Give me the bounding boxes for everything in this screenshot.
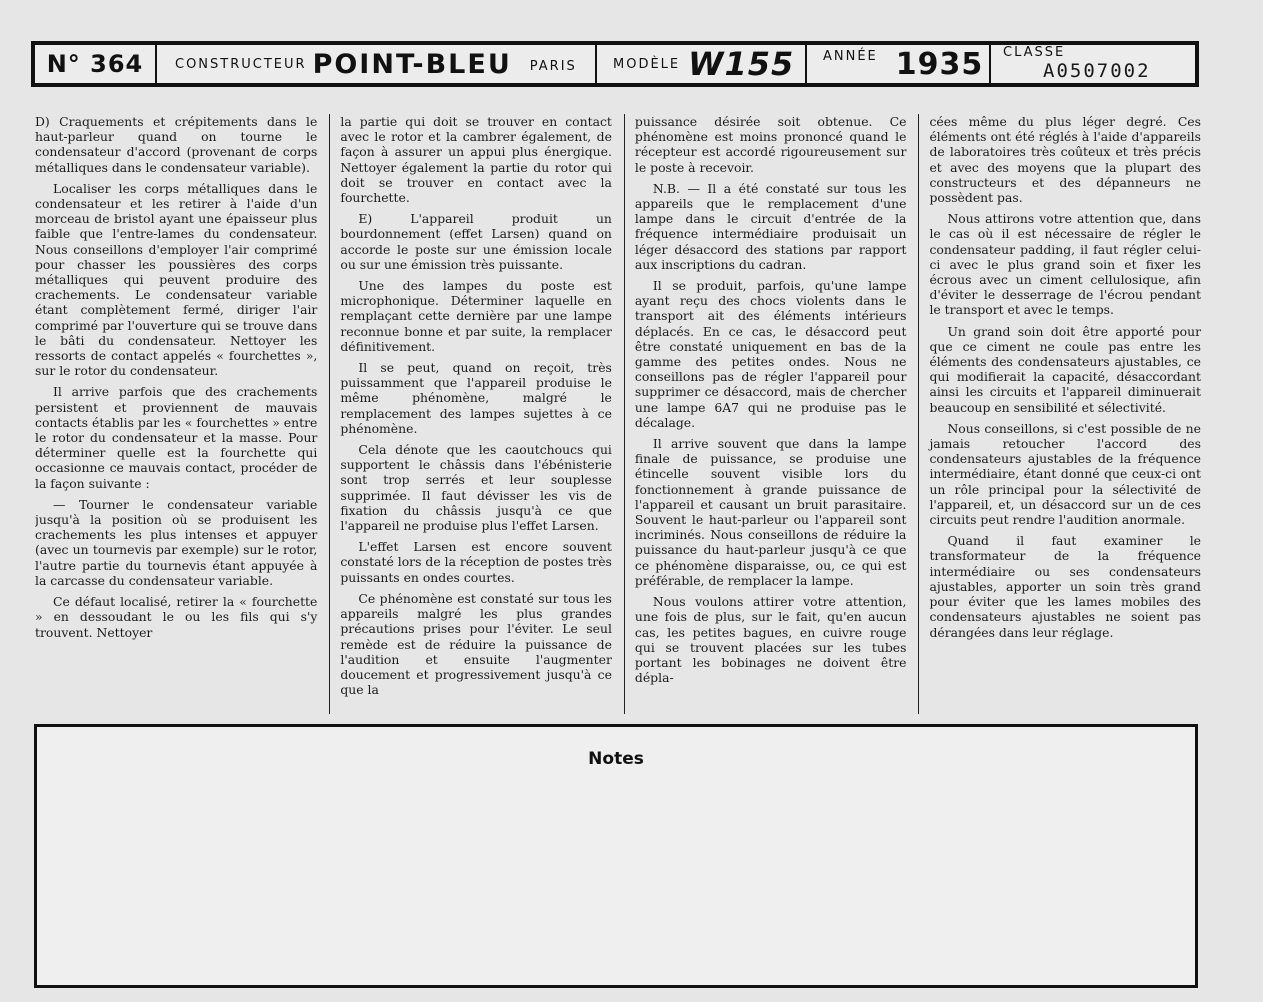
paragraph: L'effet Larsen est encore souvent constaté lors de la réception de postes très puissants en ondes courtes. <box>340 539 612 585</box>
paragraph: E) L'appareil produit un bourdonnement (effet Larsen) quand on accorde le poste sur une émission locale ou sur une émission très puissante. <box>340 211 612 272</box>
year-cell <box>807 45 991 83</box>
notes-title: Notes <box>588 749 644 769</box>
paragraph: Une des lampes du poste est microphonique. Déterminer laquelle en remplaçant cette dernière par une lampe reconnue bonne et par suite, la remplacer définitivement. <box>340 278 612 354</box>
paragraph: D) Craquements et crépitements dans le haut-parleur quand on tourne le condensateur d'accord (provenant de corps métalliques dans le condensateur variable). <box>35 114 318 175</box>
paragraph: Quand il faut examiner le transformateur de la fréquence intermédiaire ou ses condensateurs ajustables, apporter un soin très grand pour éviter que les lames mobiles des condensateurs ajustables ne soient pas dérangées dans leur réglage. <box>929 533 1201 640</box>
paragraph: Ce phénomène est constaté sur tous les appareils malgré les plus grandes précautions prises pour l'éviter. Le seul remède est de réduire la puissance de l'audition et ensuite l'augmenter doucement et progressivement jusqu'à ce que la <box>340 590 612 698</box>
header-bar <box>31 41 1199 87</box>
class-label: CLASSE <box>1003 45 1066 60</box>
constructor-cell <box>157 45 597 83</box>
paragraph: Il arrive souvent que dans la lampe finale de puissance, se produise une étincelle souvent visible lors du fonctionnement à grande puissance de l'appareil et causant un bruit parasitaire. Souvent le haut-parleur ou l'appareil sont incriminés. Nous conseillons de réduire la puissance du haut-parleur jusqu'à ce que ce phénomène disparaisse, ou, ce qui est préférable, de remplacer la lampe. <box>634 436 907 588</box>
model-value: W155 <box>688 45 795 83</box>
class-code: A0507002 <box>1043 60 1151 82</box>
column-2 <box>329 114 624 714</box>
model-cell <box>597 45 807 83</box>
constructor-label: CONSTRUCTEUR <box>175 56 307 72</box>
paragraph: Localiser les corps métalliques dans le condensateur et les retirer à l'aide d'un morceau de bristol ayant une épaisseur plus faible que l'entre-lames du condensateur. Nous conseillons d'employer l'air comprimé pour chasser les poussières des corps métalliques qui peuvent produire des crachements. Le condensateur variable étant complètement fermé, diriger l'air comprimé par l'ouverture qui se trouve dans le bâti du condensateur. Nettoyer les ressorts de contact appelés « fourchettes », sur le rotor du condensateur. <box>35 180 318 379</box>
notes-box <box>34 724 1198 988</box>
year-label: ANNÉE <box>823 49 878 64</box>
paragraph: Il se produit, parfois, qu'une lampe ayant reçu des chocs violents dans le transport ait des éléments intérieurs déplacés. En ce cas, le désaccord peut être constaté uniquement en bas de la gamme des petites ondes. Nous ne conseillons pas de régler l'appareil pour supprimer ce désaccord, mais de chercher une lampe 6A7 qui ne produise pas le décalage. <box>634 278 907 430</box>
paragraph: puissance désirée soit obtenue. Ce phénomène est moins prononcé quand le récepteur est accordé rigoureusement sur le poste à recevoir. <box>634 114 907 175</box>
column-3 <box>624 114 919 714</box>
paragraph: N.B. — Il a été constaté sur tous les appareils que le remplacement d'une lampe dans le circuit d'entrée de la fréquence intermédiaire produisait un léger désaccord des stations par rapport aux inscriptions du cadran. <box>634 180 907 272</box>
paragraph: Cela dénote que les caoutchoucs qui supportent le châssis dans l'ébénisterie sont trop serrés et leur souplesse supprimée. Il faut dévisser les vis de fixation du châssis jusqu'à ce que l'appareil ne produise plus l'effet Larsen. <box>340 442 612 534</box>
paragraph: la partie qui doit se trouver en contact avec le rotor et la cambrer également, de façon à assurer un appui plus énergique. Nettoyer également la partie du rotor qui doit se trouver en contact avec la fourchette. <box>340 114 612 206</box>
paragraph: Il arrive parfois que des crachements persistent et proviennent de mauvais contacts établis par les « fourchettes » entre le rotor du condensateur et la masse. Pour déterminer quelle est la fourchette qui occasionne ce mauvais contact, procéder de la façon suivante : <box>35 384 318 491</box>
year-value: 1935 <box>895 46 984 82</box>
paragraph: Ce défaut localisé, retirer la « fourchette » en dessoudant le ou les fils qui s'y trouvent. Nettoyer <box>35 594 318 640</box>
model-label: MODÈLE <box>613 56 681 72</box>
paragraph: Nous attirons votre attention que, dans le cas où il est nécessaire de régler le condensateur padding, il faut régler celui-ci avec le plus grand soin et fixer les écrous avec un ciment cellulosique, afin d'éviter le desserrage de l'écrou pendant le transport et avec le temps. <box>929 211 1201 318</box>
city-label: PARIS <box>529 59 577 74</box>
paragraph: Un grand soin doit être apporté pour que ce ciment ne coule pas entre les éléments des condensateurs ajustables, ce qui modifierait la capacité, désaccordant ainsi les circuits et l'appareil diminuerait beaucoup en sensibilité et sélectivité. <box>929 323 1201 415</box>
class-cell <box>991 45 1195 83</box>
column-1 <box>35 114 329 714</box>
paragraph: Il se peut, quand on reçoit, très puissamment que l'appareil produise le même phénomène, malgré le remplacement des lampes sujettes à ce phénomène. <box>340 360 612 436</box>
header-inner <box>35 45 1195 83</box>
brand-name: POINT-BLEU <box>312 48 512 80</box>
sheet-number: N° 364 <box>46 50 144 78</box>
number-cell <box>35 45 157 83</box>
column-4 <box>918 114 1213 714</box>
paragraph: Nous voulons attirer votre attention, une fois de plus, sur le fait, qu'en aucun cas, les petites bagues, en cuivre rouge qui se trouvent placées sur les tubes portant les bobinages ne doivent être dépla- <box>634 594 907 686</box>
paragraph: cées même du plus léger degré. Ces éléments ont été réglés à l'aide d'appareils de laboratoires très coûteux et très précis et avec des moyens que la plupart des constructeurs et des dépanneurs ne possèdent pas. <box>929 114 1201 206</box>
paragraph: — Tourner le condensateur variable jusqu'à la position où se produisent les crachements les plus intenses et appuyer (avec un tournevis par exemple) sur le rotor, l'autre partie du tournevis étant appuyée à la carcasse du condensateur variable. <box>35 496 318 588</box>
paragraph: Nous conseillons, si c'est possible de ne jamais retoucher l'accord des condensateurs ajustables de la fréquence intermédiaire, étant donné que ceux-ci ont un rôle principal pour la sélectivité de l'appareil, et, un désaccord sur un de ces circuits peut rendre l'audition anormale. <box>929 420 1201 528</box>
text-columns <box>35 114 1213 714</box>
